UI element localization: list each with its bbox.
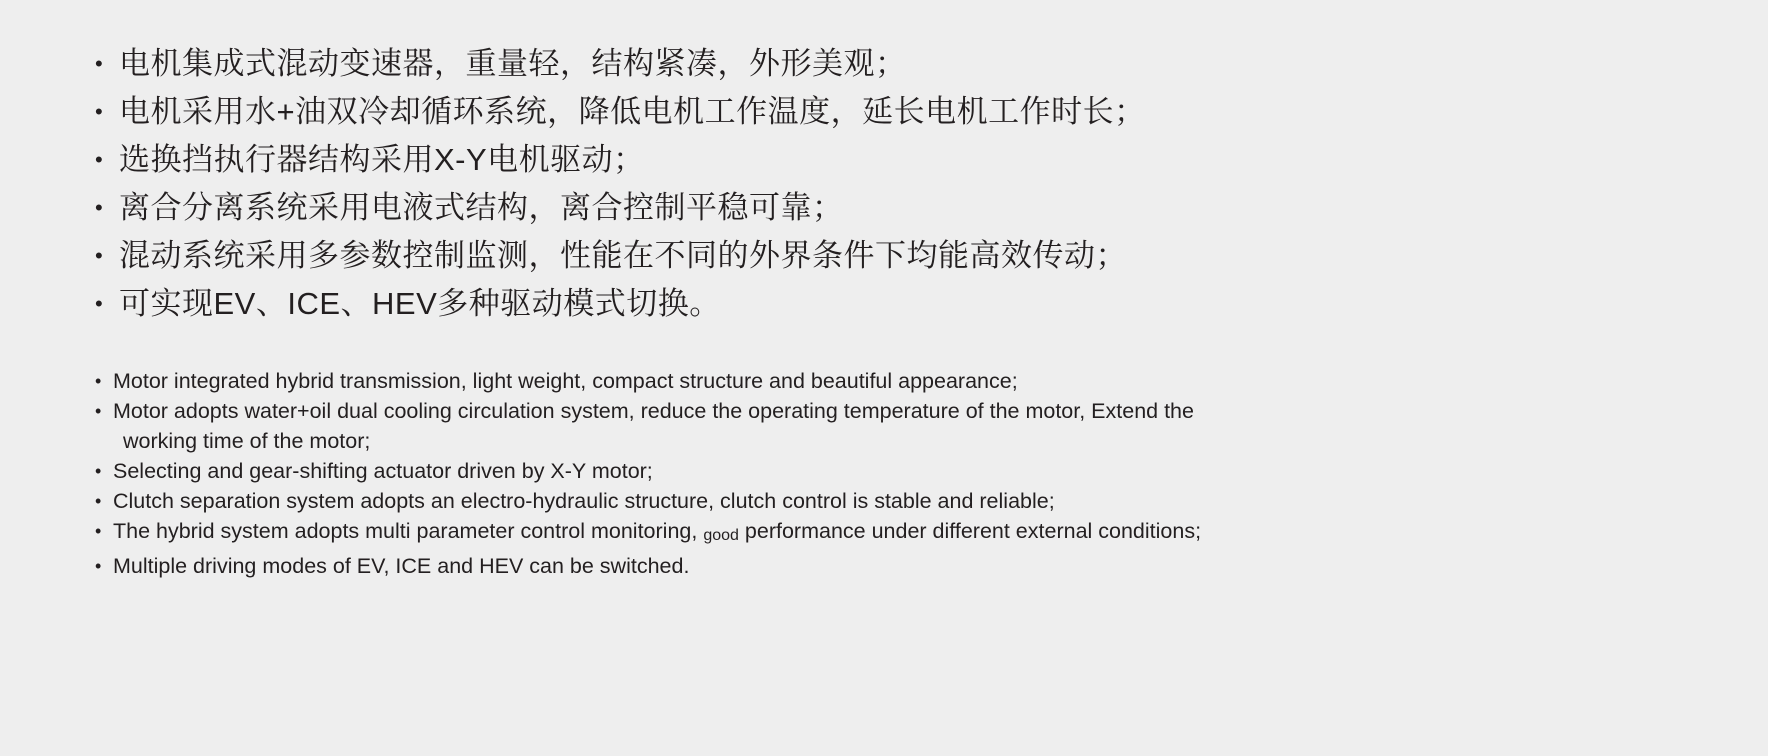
chinese-feature-text: 离合分离系统采用电液式结构，离合控制平稳可靠； — [119, 190, 844, 225]
list-item — [95, 232, 1708, 280]
bullet-icon: • — [95, 401, 102, 421]
list-item — [95, 136, 1708, 184]
english-feature-text-small: good — [703, 527, 739, 544]
english-feature-text: Motor adopts water+oil dual cooling circulation system, reduce the operating temperature of the motor, Extend the — [113, 399, 1194, 423]
section-spacer — [95, 328, 1708, 366]
bullet-icon: • — [95, 556, 102, 576]
bullet-icon: • — [95, 521, 102, 541]
english-feature-text-continued: working time of the motor; — [123, 429, 371, 453]
chinese-feature-text: 选换挡执行器结构采用X-Y电机驱动； — [119, 142, 645, 177]
english-feature-text: Motor integrated hybrid transmission, light weight, compact structure and beautiful appearance; — [113, 369, 1018, 393]
list-item — [95, 396, 1708, 456]
english-feature-text-tail: performance under different external conditions; — [744, 519, 1202, 543]
bullet-icon: • — [95, 243, 104, 268]
chinese-feature-text: 电机采用水+油双冷却循环系统，降低电机工作温度，延长电机工作时长； — [119, 94, 1146, 129]
list-item — [95, 184, 1708, 232]
list-item — [95, 551, 1708, 581]
chinese-feature-list — [95, 40, 1708, 328]
chinese-feature-text: 可实现EV、ICE、HEV多种驱动模式切换。 — [119, 286, 721, 321]
english-feature-text: Clutch separation system adopts an electro-hydraulic structure, clutch control is stable and reliable; — [113, 489, 1055, 513]
list-item — [95, 456, 1708, 486]
list-item — [95, 366, 1708, 396]
list-item — [95, 88, 1708, 136]
chinese-feature-text: 混动系统采用多参数控制监测，性能在不同的外界条件下均能高效传动； — [119, 238, 1127, 273]
bullet-icon: • — [95, 291, 104, 316]
list-item — [95, 486, 1708, 516]
list-item — [95, 280, 1708, 328]
english-feature-text: Multiple driving modes of EV, ICE and HEV can be switched. — [113, 554, 690, 578]
bullet-icon: • — [95, 147, 104, 172]
bullet-icon: • — [95, 99, 104, 124]
list-item — [95, 516, 1708, 551]
english-feature-text: Selecting and gear-shifting actuator driven by X-Y motor; — [113, 459, 653, 483]
bullet-icon: • — [95, 51, 104, 76]
bullet-icon: • — [95, 195, 104, 220]
chinese-feature-text: 电机集成式混动变速器，重量轻，结构紧凑，外形美观； — [119, 46, 907, 81]
english-feature-text: The hybrid system adopts multi parameter control monitoring, — [113, 519, 698, 543]
english-feature-list — [95, 366, 1708, 581]
bullet-icon: • — [95, 461, 102, 481]
bullet-icon: • — [95, 371, 102, 391]
list-item — [95, 40, 1708, 88]
bullet-icon: • — [95, 491, 102, 511]
